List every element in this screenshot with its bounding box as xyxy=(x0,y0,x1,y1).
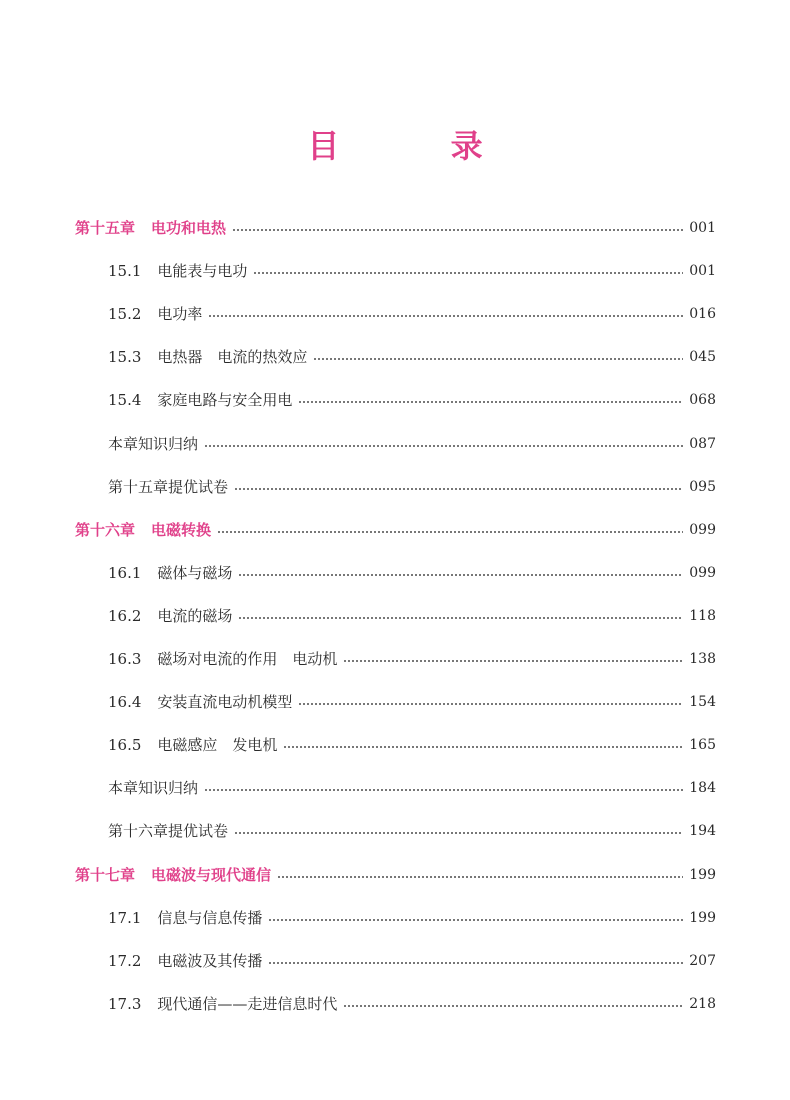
toc-entry-title: 本章知识归纳 xyxy=(108,434,199,453)
toc-section-entry[interactable] xyxy=(108,817,716,845)
toc-section-entry[interactable] xyxy=(108,473,716,501)
toc-chapter-entry[interactable] xyxy=(75,214,716,242)
dot-leader xyxy=(298,401,683,403)
dot-leader xyxy=(268,919,683,921)
toc-entry-number: 15.4 xyxy=(108,391,142,410)
toc-entry-number: 16.3 xyxy=(108,650,142,668)
toc-section-entry[interactable] xyxy=(108,990,716,1018)
toc-entry-title: 安装直流电动机模型 xyxy=(157,693,293,712)
toc-entry-page-number: 016 xyxy=(689,306,716,323)
toc-entry-number: 16.5 xyxy=(108,736,142,755)
toc-section-entry[interactable] xyxy=(108,774,716,802)
toc-entry-page-number: 001 xyxy=(689,220,716,236)
dot-leader xyxy=(238,574,683,576)
dot-leader xyxy=(343,1005,683,1007)
dot-leader xyxy=(253,272,683,274)
toc-entry-title: 电流的磁场 xyxy=(157,606,233,625)
toc-entry-title: 电磁感应 发电机 xyxy=(157,736,278,755)
toc-entry-title: 第十六章提优试卷 xyxy=(108,822,229,841)
dot-leader xyxy=(313,358,683,360)
toc-chapter-entry[interactable] xyxy=(75,861,716,889)
dot-leader xyxy=(208,315,683,317)
toc-section-entry[interactable] xyxy=(108,688,716,716)
toc-entry-page-number: 165 xyxy=(689,737,716,754)
dot-leader xyxy=(283,746,683,748)
toc-entry-page-number: 138 xyxy=(689,651,716,667)
toc-entry-title: 磁体与磁场 xyxy=(157,563,233,582)
toc-entry-page-number: 099 xyxy=(689,521,716,538)
dot-leader xyxy=(232,229,683,231)
toc-entry-page-number: 068 xyxy=(689,392,716,409)
toc-entry-title: 本章知识归纳 xyxy=(108,779,199,798)
dot-leader xyxy=(234,832,683,834)
dot-leader xyxy=(234,488,683,490)
toc-section-entry[interactable] xyxy=(108,257,716,285)
dot-leader xyxy=(277,876,683,878)
toc-entry-title: 现代通信——走进信息时代 xyxy=(157,994,338,1013)
dot-leader xyxy=(204,445,683,447)
toc-entry-page-number: 095 xyxy=(689,478,716,495)
toc-entry-title: 磁场对电流的作用 电动机 xyxy=(157,650,338,668)
toc-entry-number: 第十七章 xyxy=(75,865,136,884)
toc-entry-number: 第十六章 xyxy=(75,520,136,539)
toc-entry-page-number: 045 xyxy=(689,349,716,366)
toc-entry-page-number: 184 xyxy=(689,780,716,797)
toc-section-entry[interactable] xyxy=(108,430,716,458)
toc-entry-page-number: 194 xyxy=(689,823,716,840)
toc-entry-number: 15.2 xyxy=(108,305,142,324)
toc-entry-page-number: 218 xyxy=(689,995,716,1012)
toc-entry-number: 16.1 xyxy=(108,563,142,582)
toc-entry-number: 16.2 xyxy=(108,606,142,625)
dot-leader xyxy=(238,617,683,619)
toc-entry-page-number: 207 xyxy=(689,952,716,969)
dot-leader xyxy=(268,962,683,964)
toc-section-entry[interactable] xyxy=(108,386,716,414)
toc-entry-title: 电磁波与现代通信 xyxy=(151,865,272,884)
toc-entry-page-number: 001 xyxy=(689,263,716,280)
toc-entry-title: 第十五章提优试卷 xyxy=(108,477,229,496)
toc-entry-title: 电功和电热 xyxy=(151,219,227,237)
toc-entry-number: 第十五章 xyxy=(75,219,136,237)
toc-entry-number: 17.2 xyxy=(108,951,142,970)
toc-entry-number: 16.4 xyxy=(108,693,142,712)
dot-leader xyxy=(298,703,683,705)
toc-entry-number: 15.3 xyxy=(108,348,142,367)
toc-section-entry[interactable] xyxy=(108,904,716,932)
toc-entry-page-number: 118 xyxy=(689,607,716,624)
toc-section-entry[interactable] xyxy=(108,559,716,587)
toc-entry-page-number: 087 xyxy=(689,435,716,452)
toc-section-entry[interactable] xyxy=(108,602,716,630)
toc-entry-title: 信息与信息传播 xyxy=(157,908,263,927)
toc-entry-number: 15.1 xyxy=(108,262,142,281)
toc-entry-page-number: 199 xyxy=(689,909,716,926)
toc-entry-number: 17.1 xyxy=(108,908,142,927)
toc-entry-title: 电热器 电流的热效应 xyxy=(157,348,308,367)
toc-section-entry[interactable] xyxy=(108,731,716,759)
dot-leader xyxy=(217,531,683,533)
toc-section-entry[interactable] xyxy=(108,645,716,673)
toc-section-entry[interactable] xyxy=(108,300,716,328)
toc-entry-title: 电磁转换 xyxy=(151,520,212,539)
dot-leader xyxy=(343,660,683,662)
toc-entry-number: 17.3 xyxy=(108,994,142,1013)
toc-section-entry[interactable] xyxy=(108,947,716,975)
toc-entry-page-number: 199 xyxy=(689,866,716,883)
toc-chapter-entry[interactable] xyxy=(75,516,716,544)
toc-entry-title: 电能表与电功 xyxy=(157,262,248,281)
toc-section-entry[interactable] xyxy=(108,343,716,371)
toc-entry-title: 电磁波及其传播 xyxy=(157,951,263,970)
toc-entry-title: 电功率 xyxy=(157,305,203,324)
page-title: 目 录 xyxy=(307,127,533,165)
toc-entry-title: 家庭电路与安全用电 xyxy=(157,391,293,410)
toc-entry-page-number: 154 xyxy=(689,694,716,711)
dot-leader xyxy=(204,789,683,791)
toc-entry-page-number: 099 xyxy=(689,564,716,581)
